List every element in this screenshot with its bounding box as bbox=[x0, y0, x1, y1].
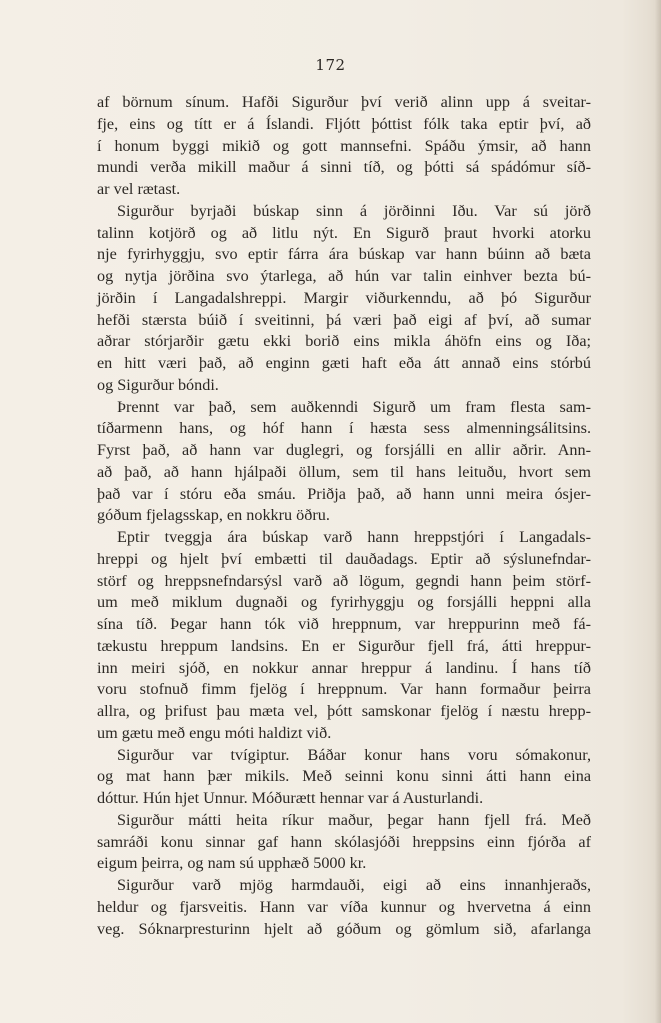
text-line: af börnum sínum. Hafði Sigurður því verið alinn upp á sveitar- bbox=[97, 93, 591, 111]
text-line: það var í stóru eða smáu. Priðja það, að hann unni meira ósjer- bbox=[97, 484, 591, 503]
text-line: voru stofnuð fimm fjelög í hreppnum. Var hann formaður þeirra bbox=[97, 680, 591, 699]
text-line: Sigurður mátti heita ríkur maður, þegar hann fjell frá. Með bbox=[117, 810, 591, 829]
text-line: og Sigurður bóndi. bbox=[97, 375, 219, 394]
text-line: Sigurður byrjaði búskap sinn á jörðinni Iðu. Var sú jörð bbox=[117, 201, 591, 220]
text-line: Sigurður varð mjög harmdauði, eigi að eins innanhjeraðs, bbox=[117, 876, 591, 894]
text-line: hefði stærsta búið í sveitinni, þá væri það eigi af því, að sumar bbox=[97, 310, 591, 329]
text-line: og mat hann þær mikils. Með seinni konu sinni átti hann eina bbox=[97, 767, 591, 786]
text-line: eigum þeirra, og nam sú upphæð 5000 kr. bbox=[97, 854, 367, 873]
text-line: dóttur. Hún hjet Unnur. Móðurætt hennar var á Austurlandi. bbox=[97, 789, 484, 807]
text-line: mundi verða mikill maður á sinni tíð, og þótti sá spádómur síð- bbox=[97, 158, 591, 177]
page-number: 172 bbox=[315, 56, 346, 74]
text-line: Eptir tveggja ára búskap varð hann hreppstjóri í Langadals- bbox=[117, 528, 591, 546]
text-line: og nytja jörðina svo ýtarlega, að hún var talin einhver bezta bú- bbox=[97, 267, 591, 285]
text-line: í honum byggi mikið og gott mannsefni. Spáðu ýmsir, að hann bbox=[97, 136, 591, 155]
text-line: störf og hreppsnefndarsýsl varð að lögum, gegndi hann þeim störf- bbox=[97, 571, 591, 590]
text-line: en hitt væri það, að enginn gæti haft eða átt annað eins stórbú bbox=[97, 354, 591, 372]
text-line: um með miklum dugnaði og fyrirhyggju og forsjálli heppni alla bbox=[97, 593, 591, 612]
text-line: að það, að hann hjálpaði öllum, sem til hans leituðu, hvort sem bbox=[97, 462, 591, 481]
page-edge-shadow bbox=[655, 0, 661, 1023]
text-line: allra, og þrifust þau mæta vel, þótt samskonar fjelög í næstu hrepp- bbox=[97, 702, 591, 720]
text-line: talinn kotjörð og að litlu nýt. En Sigurð þraut hvorki atorku bbox=[97, 223, 591, 242]
text-line: veg. Sóknarpresturinn hjelt að góðum og gömlum sið, afarlanga bbox=[97, 919, 591, 938]
text-line: sína tíð. Þegar hann tók við hreppnum, var hreppurinn með fá- bbox=[97, 615, 591, 633]
text-line: nje fyrirhyggju, svo eptir fárra ára búskap var hann búinn að bæta bbox=[97, 245, 591, 264]
text-line: Fyrst það, að hann var duglegri, og forsjálli en allir aðrir. Ann- bbox=[97, 441, 591, 459]
text-line: góðum fjelagsskap, en nokkru öðru. bbox=[97, 506, 330, 525]
body-text bbox=[97, 92, 591, 940]
text-line: ar vel rætast. bbox=[97, 180, 181, 198]
text-line: fje, eins og títt er á Íslandi. Fljótt þóttist fólk taka eptir því, að bbox=[97, 114, 591, 133]
text-line: samráði konu sinnar gaf hann skólasjóði hreppsins einn fjórða af bbox=[97, 832, 591, 851]
text-line: um gætu með engu móti haldizt við. bbox=[97, 723, 332, 742]
text-line: jörðin í Langadalshreppi. Margir viðurkenndu, að þó Sigurður bbox=[97, 288, 591, 307]
text-line: Þrennt var það, sem auðkenndi Sigurð um fram flesta sam- bbox=[117, 397, 591, 416]
text-line: inn meiri sjóð, en nokkur annar hreppur á landinu. Í hans tíð bbox=[97, 658, 591, 677]
text-line: heldur og fjarsveitis. Hann var víða kunnur og hvervetna á einn bbox=[97, 897, 591, 916]
text-line: tækustu hreppum landsins. En er Sigurður fjell frá, átti hreppur- bbox=[97, 636, 591, 655]
text-line: Sigurður var tvígiptur. Báðar konur hans voru sómakonur, bbox=[117, 745, 591, 764]
text-line: hreppi og hjelt því embætti til dauðadags. Eptir að sýslunefndar- bbox=[97, 549, 591, 568]
text-line: tíðarmenn hans, og hóf hann í hæsta sess almenningsálitsins. bbox=[97, 419, 591, 438]
text-line: aðrar stórjarðir gætu ekki borið eins mikla áhöfn eins og Iða; bbox=[97, 332, 591, 351]
